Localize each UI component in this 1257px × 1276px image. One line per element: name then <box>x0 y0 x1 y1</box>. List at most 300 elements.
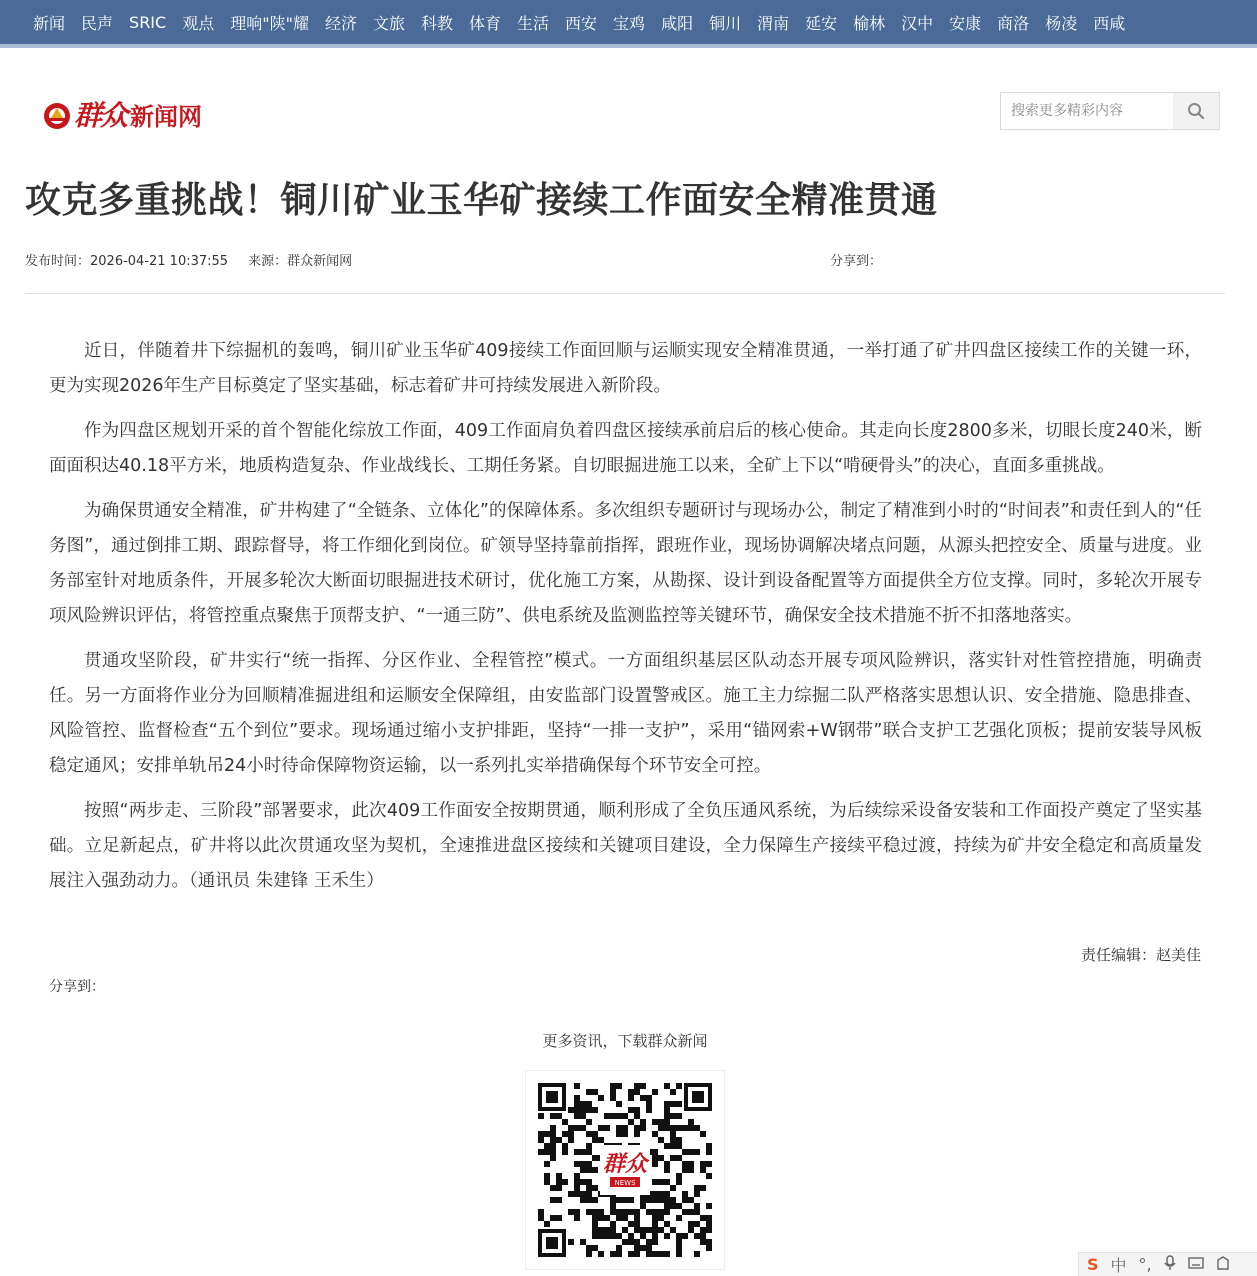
qr-module <box>592 1131 598 1137</box>
qr-module <box>568 1131 574 1137</box>
qr-module <box>610 1251 616 1257</box>
qr-module <box>604 1215 610 1221</box>
qr-module <box>604 1125 610 1131</box>
qr-module <box>616 1083 622 1089</box>
qr-module <box>646 1251 652 1257</box>
qr-module <box>706 1203 712 1209</box>
qr-module <box>664 1203 670 1209</box>
qr-module <box>556 1179 562 1185</box>
qr-module <box>640 1227 646 1233</box>
qr-module <box>580 1113 586 1119</box>
qr-module <box>664 1209 670 1215</box>
qr-module <box>586 1209 592 1215</box>
qr-module <box>688 1125 694 1131</box>
qr-module <box>706 1245 712 1251</box>
qr-module <box>550 1131 556 1137</box>
qr-module <box>676 1101 682 1107</box>
qr-module <box>580 1161 586 1167</box>
header-divider <box>25 293 1225 294</box>
nav-item[interactable]: 西咸 <box>1093 13 1126 33</box>
qr-module <box>556 1215 562 1221</box>
qr-module <box>550 1185 556 1191</box>
qr-module <box>586 1107 592 1113</box>
qr-module <box>628 1119 634 1125</box>
nav-item[interactable]: 安康 <box>949 13 982 33</box>
qr-module <box>634 1125 640 1131</box>
nav-item[interactable]: 杨凌 <box>1045 13 1078 33</box>
qr-module <box>622 1209 628 1215</box>
article-body <box>49 334 1202 909</box>
nav-item[interactable]: 新闻 <box>33 13 66 33</box>
qr-code-image <box>526 1071 724 1269</box>
article-paragraph: 为确保贯通安全精准，矿井构建了“全链条、立体化”的保障体系。多次组织专题研讨与现场办公，制定了精准到小时的“时间表”和责任到人的“任务图”，通过倒排工期、跟踪督导，将工作细化到岗位。矿领导坚持靠前指挥，跟班作业，现场协调解决堵点问题，从源头把控安全、质量与进度。业务部室针对地质条件，开展多轮次大断面切眼掘进技术研讨，优化施工方案，从勘探、设计到设备配置等方面提供全方位支撑。同时，多轮次开展专项风险辨识评估，将管控重点聚焦于顶帮支护、“一通三防”、供电系统及监测监控等关键环节，确保安全技术措施不折不扣落地落实。 <box>49 501 1202 626</box>
qr-module <box>562 1179 568 1185</box>
qr-module <box>544 1149 550 1155</box>
qr-module <box>676 1245 682 1251</box>
qr-module <box>664 1083 670 1089</box>
download-app-text: 更多资讯，下载群众新闻 <box>542 1032 708 1050</box>
qr-module <box>592 1185 598 1191</box>
qr-module <box>550 1137 556 1143</box>
qr-module <box>592 1227 598 1233</box>
qr-module <box>688 1161 694 1167</box>
qr-module <box>646 1239 652 1245</box>
qr-module <box>610 1221 616 1227</box>
qr-module <box>688 1221 694 1227</box>
qr-module <box>652 1227 658 1233</box>
nav-item[interactable]: 体育 <box>469 13 502 33</box>
qr-module <box>706 1215 712 1221</box>
qr-module <box>580 1167 586 1173</box>
skin-icon[interactable] <box>1216 1255 1230 1274</box>
qr-module <box>670 1197 676 1203</box>
qr-module <box>628 1221 634 1227</box>
search-icon <box>1187 102 1205 120</box>
qr-module <box>634 1083 640 1089</box>
qr-center-script: 群众 <box>602 1151 648 1177</box>
qr-module <box>538 1215 544 1221</box>
qr-module <box>574 1179 580 1185</box>
qr-module <box>688 1197 694 1203</box>
qr-module <box>598 1209 604 1215</box>
qr-module <box>544 1173 550 1179</box>
qr-module <box>652 1149 658 1155</box>
qr-module <box>598 1215 604 1221</box>
top-nav-bar <box>0 0 1257 48</box>
qr-module <box>670 1089 676 1095</box>
responsible-editor: 责任编辑：赵美佳 <box>1080 946 1201 964</box>
qr-module <box>592 1107 598 1113</box>
qr-module <box>640 1233 646 1239</box>
qr-module <box>634 1113 640 1119</box>
qr-module <box>616 1125 622 1131</box>
qr-module <box>676 1251 682 1257</box>
nav-item[interactable]: 西安 <box>565 13 598 33</box>
qr-module <box>688 1209 694 1215</box>
qr-module <box>568 1137 574 1143</box>
qr-module <box>670 1203 676 1209</box>
qr-module <box>586 1179 592 1185</box>
microphone-icon[interactable] <box>1164 1255 1176 1275</box>
qr-module <box>580 1239 586 1245</box>
qr-module <box>556 1137 562 1143</box>
qr-module <box>592 1245 598 1251</box>
qr-module <box>634 1209 640 1215</box>
site-logo[interactable] <box>42 92 202 136</box>
qr-module <box>706 1239 712 1245</box>
qr-module <box>652 1161 658 1167</box>
qr-module <box>616 1251 622 1257</box>
qr-module <box>646 1101 652 1107</box>
qr-module <box>682 1191 688 1197</box>
qr-module <box>628 1095 634 1101</box>
nav-item[interactable]: 咸阳 <box>661 13 694 33</box>
qr-module <box>634 1131 640 1137</box>
qr-module <box>694 1149 700 1155</box>
qr-module <box>568 1107 574 1113</box>
qr-module <box>568 1209 574 1215</box>
qr-module <box>574 1161 580 1167</box>
qr-module <box>658 1215 664 1221</box>
qr-module <box>664 1167 670 1173</box>
logo-text: 新闻网 <box>130 101 203 131</box>
qr-module <box>556 1185 562 1191</box>
qr-module <box>610 1113 616 1119</box>
article-paragraph: 作为四盘区规划开采的首个智能化综放工作面，409工作面肩负着四盘区接续承前启后的核心使命。其走向长度2800多米，切眼长度240米，断面面积达40.18平方米，地质构造复杂、作业战线长、工期任务紧。自切眼掘进施工以来，全矿上下以“啃硬骨头”的决心，直面多重挑战。 <box>49 421 1202 476</box>
qr-module <box>646 1209 652 1215</box>
qr-module <box>670 1101 676 1107</box>
qr-module <box>676 1083 682 1089</box>
qr-module <box>586 1119 592 1125</box>
qr-module <box>670 1113 676 1119</box>
qr-module <box>646 1227 652 1233</box>
qr-module <box>670 1137 676 1143</box>
qr-module <box>658 1197 664 1203</box>
qr-module <box>670 1131 676 1137</box>
qr-module <box>646 1197 652 1203</box>
qr-module <box>562 1143 568 1149</box>
qr-module <box>706 1149 712 1155</box>
nav-item[interactable]: 汉中 <box>901 13 934 33</box>
qr-module <box>574 1191 580 1197</box>
qr-module <box>574 1101 580 1107</box>
qr-module <box>676 1137 682 1143</box>
qr-module <box>640 1203 646 1209</box>
qr-module <box>652 1179 658 1185</box>
qr-module <box>652 1221 658 1227</box>
qr-module <box>652 1215 658 1221</box>
article-meta <box>25 250 372 269</box>
qr-module <box>598 1227 604 1233</box>
qr-module <box>610 1083 616 1089</box>
qr-module <box>610 1089 616 1095</box>
qr-module <box>664 1101 670 1107</box>
qr-module <box>658 1227 664 1233</box>
qr-module <box>682 1209 688 1215</box>
qr-module <box>640 1197 646 1203</box>
qr-module <box>640 1083 646 1089</box>
qr-module <box>586 1089 592 1095</box>
qr-module <box>682 1149 688 1155</box>
qr-module <box>664 1233 670 1239</box>
qr-module <box>658 1119 664 1125</box>
qr-module <box>562 1149 568 1155</box>
qr-module <box>628 1251 634 1257</box>
qr-module <box>604 1113 610 1119</box>
qr-module <box>556 1113 562 1119</box>
qr-module <box>628 1209 634 1215</box>
article-source: 来源：群众新闻网 <box>248 254 353 269</box>
qr-module <box>670 1143 676 1149</box>
nav-item[interactable]: SRIC <box>129 12 167 32</box>
qr-module <box>634 1251 640 1257</box>
qr-module <box>616 1101 622 1107</box>
qr-module <box>616 1215 622 1221</box>
qr-module <box>568 1239 574 1245</box>
qr-module <box>556 1197 562 1203</box>
qr-module <box>574 1215 580 1221</box>
qr-module <box>622 1113 628 1119</box>
nav-item[interactable]: 铜川 <box>709 13 742 33</box>
nav-item[interactable]: 榆林 <box>853 13 886 33</box>
qr-module <box>574 1185 580 1191</box>
qr-module <box>676 1179 682 1185</box>
qr-module <box>694 1251 700 1257</box>
qr-module <box>652 1191 658 1197</box>
qr-module <box>586 1149 592 1155</box>
qr-module <box>694 1233 700 1239</box>
qr-module <box>610 1197 616 1203</box>
qr-module <box>592 1215 598 1221</box>
qr-module <box>610 1209 616 1215</box>
qr-module <box>550 1125 556 1131</box>
qr-module <box>592 1197 598 1203</box>
qr-module <box>688 1227 694 1233</box>
qr-module <box>694 1125 700 1131</box>
qr-module <box>664 1197 670 1203</box>
qr-module <box>676 1125 682 1131</box>
qr-module <box>664 1191 670 1197</box>
keyboard-icon[interactable] <box>1188 1255 1204 1274</box>
qr-module <box>640 1119 646 1125</box>
qr-module <box>694 1221 700 1227</box>
nav-item[interactable]: 经济 <box>324 13 357 33</box>
qr-module <box>622 1227 628 1233</box>
qr-module <box>580 1101 586 1107</box>
nav-item[interactable]: 科教 <box>420 13 453 33</box>
qr-module <box>670 1185 676 1191</box>
qr-module <box>664 1161 670 1167</box>
qr-module <box>538 1149 544 1155</box>
nav-item[interactable]: 观点 <box>182 13 215 33</box>
qr-module <box>706 1221 712 1227</box>
qr-module <box>592 1233 598 1239</box>
qr-module <box>676 1233 682 1239</box>
qr-module <box>604 1233 610 1239</box>
ime-punctuation-toggle[interactable]: °, <box>1138 1255 1152 1274</box>
qr-module <box>652 1251 658 1257</box>
qr-module <box>616 1131 622 1137</box>
qr-module <box>592 1089 598 1095</box>
qr-module <box>592 1137 598 1143</box>
qr-module <box>592 1209 598 1215</box>
publish-time: 发布时间：2026-04-21 10:37:55 <box>25 254 229 269</box>
nav-item[interactable]: 文旅 <box>372 13 405 33</box>
qr-module <box>700 1233 706 1239</box>
qr-module <box>700 1167 706 1173</box>
qr-module <box>580 1125 586 1131</box>
qr-module <box>550 1197 556 1203</box>
qr-module <box>604 1227 610 1233</box>
nav-item[interactable]: 理响"陕"耀 <box>230 13 309 33</box>
qr-module <box>706 1173 712 1179</box>
qr-module <box>622 1197 628 1203</box>
qr-module <box>658 1209 664 1215</box>
article-paragraph: 贯通攻坚阶段，矿井实行“统一指挥、分区作业、全程管控”模式。一方面组织基层区队动态开展专项风险辨识，落实针对性管控措施，明确责任。另一方面将作业分为回顺精准掘进组和运顺安全保障组，由安监部门设置警戒区。施工主力综掘二队严格落实思想认识、安全措施、隐患排查、风险管控、监督检查“五个到位”要求。现场通过缩小支护排距，坚持“一排一支护”，采用“锚网索+W钢带”联合支护工艺强化顶板；提前安装导风板稳定通风；安排单轨吊24小时待命保障物资运输，以一系列扎实举措确保每个环节安全可控。 <box>49 651 1202 776</box>
qr-module <box>538 1131 544 1137</box>
qr-module <box>586 1245 592 1251</box>
qr-module <box>622 1239 628 1245</box>
qr-module <box>586 1197 592 1203</box>
search-input[interactable] <box>1001 93 1173 129</box>
qr-module <box>544 1131 550 1137</box>
qr-module <box>688 1167 694 1173</box>
qr-module <box>646 1107 652 1113</box>
qr-module <box>664 1119 670 1125</box>
qr-module <box>640 1245 646 1251</box>
search-box <box>1000 92 1220 130</box>
qr-module <box>562 1131 568 1137</box>
qr-module <box>574 1095 580 1101</box>
qr-module <box>628 1239 634 1245</box>
qr-module <box>568 1125 574 1131</box>
qr-module <box>634 1089 640 1095</box>
qr-module <box>586 1131 592 1137</box>
qr-module <box>550 1113 556 1119</box>
qr-module <box>628 1233 634 1239</box>
qr-module <box>598 1125 604 1131</box>
article-paragraph: 按照“两步走、三阶段”部署要求，此次409工作面安全按期贯通，顺利形成了全负压通风系统，为后续综采设备安装和工作面投产奠定了坚实基础。立足新起点，矿井将以此次贯通攻坚为契机，全速推进盘区接续和关键项目建设，全力保障生产接续平稳过渡，持续为矿井安全稳定和高质量发展注入强劲动力。（通讯员 朱建锋 王禾生） <box>49 801 1202 891</box>
qr-module <box>574 1209 580 1215</box>
qr-module <box>652 1119 658 1125</box>
top-nav-list <box>0 0 1257 44</box>
qr-center-badge: NEWS <box>614 1179 636 1187</box>
qr-module <box>550 1215 556 1221</box>
qr-module <box>688 1149 694 1155</box>
qr-module <box>616 1209 622 1215</box>
qr-module <box>676 1239 682 1245</box>
qr-module <box>634 1239 640 1245</box>
qr-module <box>676 1155 682 1161</box>
qr-module <box>586 1251 592 1257</box>
qr-module <box>598 1095 604 1101</box>
qr-module <box>622 1131 628 1137</box>
qr-module <box>640 1095 646 1101</box>
qr-module <box>562 1119 568 1125</box>
qr-module <box>598 1251 604 1257</box>
qr-module <box>598 1233 604 1239</box>
qr-module <box>538 1113 544 1119</box>
qr-module <box>646 1245 652 1251</box>
qr-module <box>544 1179 550 1185</box>
nav-item[interactable]: 渭南 <box>757 13 790 33</box>
qr-module <box>700 1227 706 1233</box>
qr-module <box>586 1101 592 1107</box>
qr-module <box>592 1167 598 1173</box>
qr-module <box>574 1125 580 1131</box>
qr-module <box>694 1203 700 1209</box>
qr-module <box>586 1161 592 1167</box>
qr-module <box>682 1161 688 1167</box>
qr-module <box>658 1191 664 1197</box>
app-qr-code <box>525 1070 725 1270</box>
logo-script-text: 群众 <box>74 99 127 132</box>
nav-item[interactable]: 商洛 <box>997 13 1030 33</box>
qr-module <box>652 1239 658 1245</box>
qr-module <box>586 1167 592 1173</box>
qr-module <box>586 1143 592 1149</box>
nav-item[interactable]: 宝鸡 <box>613 13 646 33</box>
qr-module <box>670 1155 676 1161</box>
qr-module <box>628 1089 634 1095</box>
qr-module <box>574 1113 580 1119</box>
qr-module <box>628 1197 634 1203</box>
qr-module <box>610 1095 616 1101</box>
ime-language-toggle[interactable]: 中 <box>1110 1256 1127 1275</box>
nav-item[interactable]: 民声 <box>81 13 114 33</box>
qr-module <box>550 1143 556 1149</box>
qr-module <box>622 1215 628 1221</box>
qr-module <box>634 1227 640 1233</box>
qr-module <box>700 1215 706 1221</box>
qr-module <box>586 1191 592 1197</box>
qr-module <box>616 1233 622 1239</box>
qr-module <box>676 1173 682 1179</box>
ime-logo-icon[interactable]: S <box>1087 1255 1099 1274</box>
qr-module <box>652 1155 658 1161</box>
qr-module <box>658 1155 664 1161</box>
qr-module <box>544 1221 550 1227</box>
nav-item[interactable]: 延安 <box>805 13 838 33</box>
qr-module <box>592 1221 598 1227</box>
qr-module <box>544 1161 550 1167</box>
qr-module <box>580 1107 586 1113</box>
qr-module <box>700 1161 706 1167</box>
qr-module <box>700 1131 706 1137</box>
qr-module <box>664 1113 670 1119</box>
qr-module <box>646 1095 652 1101</box>
qr-module <box>682 1197 688 1203</box>
qr-module <box>706 1227 712 1233</box>
qr-module <box>676 1113 682 1119</box>
qr-module <box>658 1137 664 1143</box>
qr-module <box>634 1215 640 1221</box>
qr-module <box>652 1233 658 1239</box>
qr-module <box>610 1233 616 1239</box>
qr-module <box>706 1143 712 1149</box>
qr-module <box>580 1149 586 1155</box>
qr-module <box>634 1245 640 1251</box>
qr-module <box>664 1179 670 1185</box>
qr-module <box>544 1143 550 1149</box>
qr-module <box>574 1107 580 1113</box>
search-button[interactable] <box>1173 93 1219 129</box>
article-title: 攻克多重挑战！铜川矿业玉华矿接续工作面安全精准贯通 <box>25 180 938 221</box>
nav-item[interactable]: 生活 <box>517 13 550 33</box>
qr-module <box>670 1227 676 1233</box>
qr-module <box>592 1155 598 1161</box>
qr-module <box>640 1125 646 1131</box>
